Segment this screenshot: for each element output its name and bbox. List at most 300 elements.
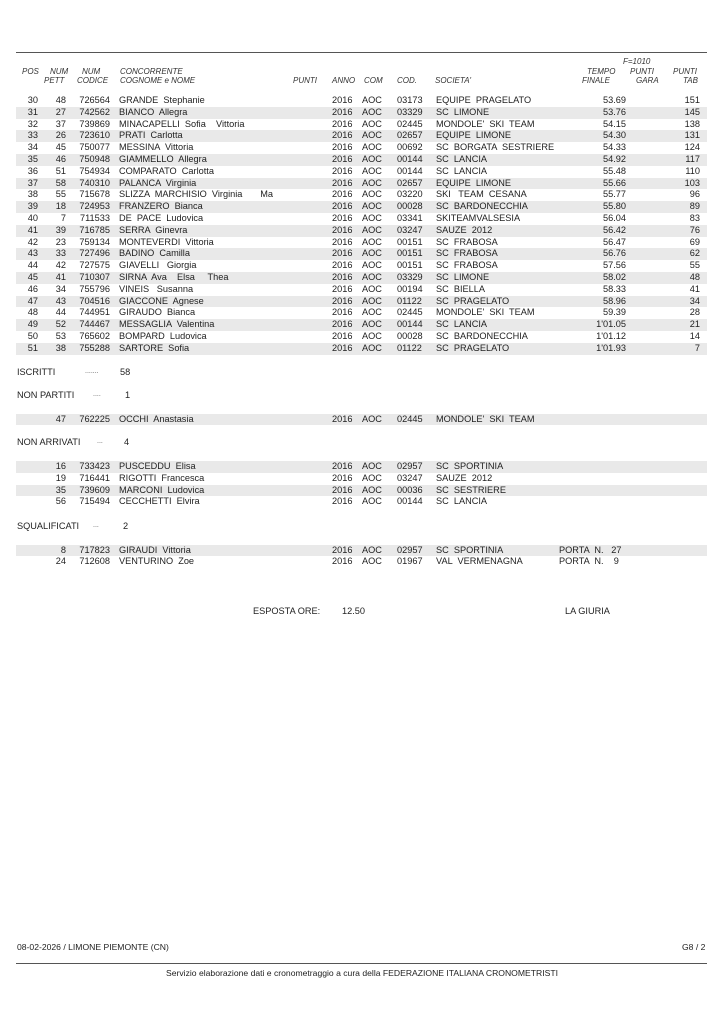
bib-number: 42 — [55, 260, 66, 271]
header-num-pett-1: NUM — [50, 67, 69, 76]
club-name: SC SPORTINIA — [436, 461, 504, 471]
committee: AOC — [362, 130, 382, 141]
athlete-name: VENTURINO Zoe — [119, 556, 195, 567]
non-arrivati-row — [16, 485, 707, 497]
bib-number: 18 — [55, 201, 66, 212]
athlete-name: GIAVELLI Giorgia — [119, 260, 197, 271]
footer-page-number: G8 / 2 — [682, 942, 706, 952]
committee: AOC — [362, 177, 382, 188]
club-name: SAUZE 2012 — [436, 224, 493, 235]
position: 49 — [27, 319, 38, 330]
position: 40 — [27, 213, 38, 223]
committee: AOC — [362, 154, 382, 164]
athlete-name: GIRAUDO Bianca — [119, 307, 196, 318]
final-time: 1'01.93 — [596, 342, 626, 353]
club-code: 00194 — [397, 283, 423, 294]
points-tab: 76 — [689, 224, 700, 235]
athlete-code: 755796 — [79, 283, 110, 294]
birth-year: 2016 — [332, 496, 353, 507]
position: 36 — [27, 165, 38, 176]
birth-year: 2016 — [332, 165, 353, 176]
squalificati-row — [16, 545, 707, 557]
club-name: EQUIPE PRAGELATO — [436, 95, 532, 105]
birth-year: 2016 — [332, 189, 353, 200]
header-com: COM — [364, 76, 383, 85]
committee: AOC — [362, 283, 382, 294]
esposta-label: ESPOSTA ORE: — [253, 606, 321, 616]
position: 35 — [27, 154, 38, 164]
position: 33 — [27, 130, 38, 141]
athlete-code: 712608 — [79, 556, 110, 567]
final-time: 58.02 — [603, 272, 626, 282]
club-code: 01122 — [397, 342, 422, 353]
result-row — [16, 307, 707, 319]
club-name: SC SESTRIERE — [436, 484, 506, 495]
committee: AOC — [362, 165, 382, 176]
result-row — [16, 107, 707, 119]
club-name: MONDOLE' SKI TEAM — [436, 413, 535, 424]
birth-year: 2016 — [332, 331, 353, 341]
squalificati-row — [16, 556, 707, 568]
squalificati-summary — [17, 521, 217, 533]
bib-number: 34 — [55, 283, 66, 294]
position: 34 — [27, 142, 38, 153]
athlete-name: FRANZERO Bianca — [119, 201, 203, 212]
birth-year: 2016 — [332, 556, 353, 567]
result-row — [16, 284, 707, 296]
header-tempo-2: FINALE — [582, 76, 611, 85]
club-name: SC LANCIA — [436, 165, 488, 176]
position: 38 — [27, 189, 38, 200]
points-tab: 89 — [689, 201, 700, 212]
result-row — [16, 319, 707, 331]
birth-year: 2016 — [332, 118, 353, 129]
athlete-code: 733423 — [79, 461, 110, 471]
athlete-name: PUSCEDDU Elisa — [119, 461, 196, 471]
athlete-code: 711533 — [80, 213, 110, 223]
club-code: 00028 — [397, 201, 423, 212]
bib-number: 56 — [55, 496, 66, 507]
athlete-name: MONTEVERDI Vittoria — [119, 236, 214, 247]
non-partiti-count: 1 — [125, 390, 131, 400]
athlete-code: 739869 — [79, 118, 110, 129]
final-time: 55.66 — [603, 177, 626, 188]
non-partiti-dots: .... — [93, 391, 101, 398]
club-code: 02657 — [397, 177, 423, 188]
non-arrivati-count: 4 — [124, 437, 130, 447]
esposta-time: 12.50 — [342, 606, 365, 616]
birth-year: 2016 — [332, 130, 353, 141]
athlete-name: MARCONI Ludovica — [119, 484, 205, 495]
position: 42 — [27, 236, 38, 247]
committee: AOC — [362, 260, 382, 271]
points-tab: 110 — [685, 165, 700, 176]
athlete-name: GRANDE Stephanie — [119, 95, 205, 105]
birth-year: 2016 — [332, 201, 353, 212]
final-time: 56.47 — [603, 236, 626, 247]
result-row — [16, 166, 707, 178]
club-code: 02445 — [397, 118, 423, 129]
result-row — [16, 95, 707, 107]
athlete-name: RIGOTTI Francesca — [119, 472, 205, 483]
club-name: MONDOLE' SKI TEAM — [436, 307, 535, 318]
athlete-name: SERRA Ginevra — [119, 224, 188, 235]
committee: AOC — [362, 307, 382, 318]
club-code: 00036 — [397, 484, 423, 495]
result-row — [16, 130, 707, 142]
athlete-code: 717823 — [79, 544, 110, 555]
committee: AOC — [362, 118, 382, 129]
points-tab: 124 — [684, 142, 700, 153]
club-name: SC BARDONECCHIA — [436, 201, 528, 212]
bib-number: 51 — [55, 165, 66, 176]
club-code: 00144 — [397, 154, 423, 164]
athlete-code: 754934 — [79, 165, 110, 176]
committee: AOC — [362, 248, 382, 259]
birth-year: 2016 — [332, 272, 353, 282]
birth-year: 2016 — [332, 484, 353, 495]
athlete-code: 765602 — [79, 331, 110, 341]
club-code: 00151 — [397, 236, 423, 247]
result-row — [16, 237, 707, 249]
athlete-name: MINACAPELLI Sofia Vittoria — [119, 118, 245, 129]
final-time: 56.42 — [603, 224, 626, 235]
footer-rule — [16, 963, 707, 964]
athlete-code: 744467 — [79, 319, 110, 330]
header-num-pett-2: PETT — [44, 76, 65, 85]
athlete-name: MESSINA Vittoria — [119, 142, 194, 153]
athlete-name: SARTORE Sofia — [119, 342, 190, 353]
points-tab: 131 — [684, 130, 700, 141]
committee: AOC — [362, 201, 382, 212]
final-time: 55.48 — [603, 165, 626, 176]
bib-number: 47 — [55, 413, 66, 424]
birth-year: 2016 — [332, 342, 353, 353]
bib-number: 27 — [55, 106, 66, 117]
athlete-name: GIACCONE Agnese — [119, 295, 204, 306]
birth-year: 2016 — [332, 177, 353, 188]
points-tab: 55 — [689, 260, 700, 271]
committee: AOC — [362, 342, 382, 353]
final-time: 54.92 — [603, 154, 626, 164]
athlete-code: 740310 — [79, 177, 110, 188]
committee: AOC — [362, 189, 382, 200]
club-name: SC FRABOSA — [436, 248, 498, 259]
result-row — [16, 201, 707, 213]
points-tab: 138 — [684, 118, 700, 129]
bib-number: 48 — [55, 95, 66, 105]
points-tab: 28 — [689, 307, 700, 318]
club-code: 02957 — [397, 461, 423, 471]
la-giuria: LA GIURIA — [565, 606, 610, 616]
bib-number: 33 — [55, 248, 66, 259]
athlete-name: BIANCO Allegra — [119, 106, 188, 117]
athlete-name: CECCHETTI Elvira — [119, 496, 200, 507]
result-row — [16, 154, 707, 166]
athlete-name: SIRNA Ava Elsa Thea — [119, 272, 229, 282]
bib-number: 44 — [55, 307, 66, 318]
points-tab: 14 — [689, 331, 700, 341]
bib-number: 38 — [55, 342, 66, 353]
birth-year: 2016 — [332, 154, 353, 164]
birth-year: 2016 — [332, 106, 353, 117]
position: 45 — [27, 272, 38, 282]
committee: AOC — [362, 544, 382, 555]
birth-year: 2016 — [332, 283, 353, 294]
club-code: 00028 — [397, 331, 423, 341]
athlete-code: 742562 — [79, 106, 110, 117]
points-tab: 62 — [689, 248, 700, 259]
final-time: 57.56 — [603, 260, 626, 271]
club-name: SC LIMONE — [436, 106, 490, 117]
non-arrivati-dots: ... — [97, 438, 103, 445]
birth-year: 2016 — [332, 142, 353, 153]
birth-year: 2016 — [332, 224, 353, 235]
position: 30 — [27, 95, 38, 105]
bib-number: 26 — [55, 130, 66, 141]
result-row — [16, 178, 707, 190]
position: 47 — [27, 295, 38, 306]
header-cod: COD. — [397, 76, 417, 85]
position: 39 — [27, 201, 38, 212]
athlete-code: 726564 — [79, 95, 110, 105]
athlete-code: 744951 — [79, 307, 110, 318]
birth-year: 2016 — [332, 319, 353, 330]
athlete-code: 750948 — [79, 154, 110, 164]
athlete-code: 715494 — [79, 496, 110, 507]
athlete-name: PALANCA Virginia — [119, 177, 197, 188]
club-code: 02957 — [397, 544, 423, 555]
committee: AOC — [362, 295, 382, 306]
athlete-code: 724953 — [79, 201, 110, 212]
birth-year: 2016 — [332, 260, 353, 271]
athlete-code: 759134 — [79, 236, 110, 247]
header-punti: PUNTI — [293, 76, 317, 85]
club-name: SC FRABOSA — [436, 236, 498, 247]
club-code: 03329 — [397, 106, 423, 117]
athlete-name: OCCHI Anastasia — [119, 413, 194, 424]
bib-number: 19 — [55, 472, 66, 483]
result-row — [16, 119, 707, 131]
athlete-code: 739609 — [79, 484, 110, 495]
athlete-name: GIAMMELLO Allegra — [119, 154, 207, 164]
header-tempo-1: TEMPO — [587, 67, 616, 76]
header-concorrente-1: CONCORRENTE — [120, 67, 183, 76]
club-code: 03247 — [397, 472, 423, 483]
club-name: SC LANCIA — [436, 319, 488, 330]
final-time: 54.30 — [603, 130, 626, 141]
birth-year: 2016 — [332, 413, 353, 424]
non-partiti-summary — [17, 390, 217, 402]
final-time: 1'01.12 — [596, 331, 626, 341]
birth-year: 2016 — [332, 295, 353, 306]
non-partiti-label: NON PARTITI — [17, 390, 75, 400]
committee: AOC — [362, 472, 382, 483]
athlete-name: COMPARATO Carlotta — [119, 165, 214, 176]
committee: AOC — [362, 213, 382, 223]
birth-year: 2016 — [332, 472, 353, 483]
athlete-code: 727575 — [79, 260, 110, 271]
club-name: SC PRAGELATO — [436, 342, 510, 353]
result-row — [16, 331, 707, 343]
athlete-code: 715678 — [79, 189, 110, 200]
committee: AOC — [362, 236, 382, 247]
birth-year: 2016 — [332, 307, 353, 318]
club-name: EQUIPE LIMONE — [436, 177, 512, 188]
bib-number: 52 — [55, 319, 66, 330]
position: 41 — [27, 224, 38, 235]
athlete-name: MESSAGLIA Valentina — [119, 319, 215, 330]
position: 44 — [27, 260, 38, 271]
header-num-codice-1: NUM — [82, 67, 101, 76]
club-name: SAUZE 2012 — [436, 472, 493, 483]
committee: AOC — [362, 224, 382, 235]
squalificati-dots: ... — [93, 522, 99, 529]
committee: AOC — [362, 106, 382, 117]
athlete-name: SLIZZA MARCHISIO Virginia Ma — [119, 189, 274, 200]
committee: AOC — [362, 496, 382, 507]
non-arrivati-row — [16, 496, 707, 508]
club-name: SKITEAMVALSESIA — [436, 213, 521, 223]
points-tab: 7 — [694, 342, 700, 353]
athlete-name: GIRAUDI Vittoria — [119, 544, 191, 555]
header-pos: POS — [22, 67, 39, 76]
athlete-name: PRATI Carlotta — [119, 130, 183, 141]
club-code: 02445 — [397, 413, 423, 424]
final-time: 59.39 — [603, 307, 626, 318]
header-punti-tab-1: PUNTI — [673, 67, 697, 76]
header-top-rule — [16, 52, 707, 53]
athlete-name: BOMPARD Ludovica — [119, 331, 207, 341]
club-name: SC BIELLA — [436, 283, 486, 294]
result-row — [16, 225, 707, 237]
club-name: SC LIMONE — [436, 272, 490, 282]
club-name: VAL VERMENAGNA — [436, 556, 523, 567]
iscritti-count: 58 — [120, 367, 131, 377]
result-row — [16, 296, 707, 308]
bib-number: 45 — [55, 142, 66, 153]
points-tab: 103 — [684, 177, 700, 188]
club-code: 02445 — [397, 307, 423, 318]
result-row — [16, 272, 707, 284]
club-code: 03220 — [397, 189, 423, 200]
club-name: SC LANCIA — [436, 496, 488, 507]
bib-number: 41 — [55, 272, 66, 282]
points-tab: 34 — [689, 295, 700, 306]
squalificati-label: SQUALIFICATI — [17, 521, 80, 531]
result-row — [16, 142, 707, 154]
position: 46 — [27, 283, 38, 294]
final-time: 54.33 — [603, 142, 626, 153]
bib-number: 39 — [55, 224, 66, 235]
club-code: 02657 — [397, 130, 423, 141]
club-code: 01967 — [397, 556, 423, 567]
points-tab: 83 — [689, 213, 700, 223]
non-arrivati-row — [16, 473, 707, 485]
result-row — [16, 189, 707, 201]
committee: AOC — [362, 484, 382, 495]
position: 43 — [27, 248, 38, 259]
bib-number: 43 — [55, 295, 66, 306]
header-societa: SOCIETA' — [435, 76, 472, 85]
club-code: 03329 — [397, 272, 423, 282]
bib-number: 37 — [55, 118, 66, 129]
athlete-code: 762225 — [79, 413, 110, 424]
header-concorrente-2: COGNOME e NOME — [120, 76, 196, 85]
final-time: 53.69 — [603, 95, 626, 105]
points-tab: 48 — [689, 272, 700, 282]
bib-number: 23 — [55, 236, 66, 247]
position: 48 — [27, 307, 38, 318]
club-code: 03247 — [397, 224, 423, 235]
birth-year: 2016 — [332, 236, 353, 247]
header-f-value: F=1010 — [623, 57, 651, 66]
club-name: SC SPORTINIA — [436, 544, 504, 555]
points-tab: 96 — [689, 189, 700, 200]
club-code: 00144 — [397, 496, 423, 507]
committee: AOC — [362, 331, 382, 341]
non-arrivati-row — [16, 461, 707, 473]
position: 37 — [27, 177, 38, 188]
club-code: 00151 — [397, 260, 423, 271]
birth-year: 2016 — [332, 95, 353, 105]
bib-number: 55 — [55, 189, 66, 200]
bib-number: 16 — [55, 461, 66, 471]
club-code: 00144 — [397, 319, 423, 330]
athlete-name: BADINO Camilla — [119, 248, 190, 259]
points-tab: 69 — [689, 236, 700, 247]
points-tab: 145 — [684, 106, 700, 117]
committee: AOC — [362, 272, 382, 282]
final-time: 56.76 — [603, 248, 626, 259]
position: 50 — [27, 331, 38, 341]
committee: AOC — [362, 95, 382, 105]
header-num-codice-2: CODICE — [77, 76, 109, 85]
footer-date-place: 08-02-2026 / LIMONE PIEMONTE (CN) — [17, 942, 169, 952]
club-name: SC BORGATA SESTRIERE — [436, 142, 555, 153]
athlete-code: 723610 — [79, 130, 110, 141]
committee: AOC — [362, 556, 382, 567]
footer-service-note: Servizio elaborazione dati e cronometraggio a cura della FEDERAZIONE ITALIANA CRONOMETRISTI — [166, 968, 558, 978]
result-row — [16, 248, 707, 260]
club-code: 03173 — [397, 95, 423, 105]
athlete-code: 755288 — [79, 342, 110, 353]
iscritti-summary — [17, 367, 217, 379]
final-time: 55.80 — [603, 201, 626, 212]
iscritti-label: ISCRITTI — [17, 367, 56, 377]
club-name: EQUIPE LIMONE — [436, 130, 512, 141]
club-name: SC PRAGELATO — [436, 295, 510, 306]
committee: AOC — [362, 413, 382, 424]
athlete-code: 716785 — [79, 224, 110, 235]
final-time: 53.76 — [603, 106, 626, 117]
bib-number: 58 — [55, 177, 66, 188]
club-name: MONDOLE' SKI TEAM — [436, 118, 535, 129]
birth-year: 2016 — [332, 248, 353, 259]
club-name: SC LANCIA — [436, 154, 488, 164]
athlete-code: 710307 — [79, 272, 110, 282]
athlete-name: DE PACE Ludovica — [119, 213, 204, 223]
club-name: SC BARDONECCHIA — [436, 331, 528, 341]
committee: AOC — [362, 319, 382, 330]
non-partiti-row — [16, 414, 707, 426]
athlete-code: 716441 — [79, 472, 110, 483]
final-time: 58.33 — [603, 283, 626, 294]
final-time: 1'01.05 — [596, 319, 626, 330]
position: 31 — [27, 106, 38, 117]
club-code: 03341 — [397, 213, 423, 223]
bib-number: 8 — [60, 544, 66, 555]
